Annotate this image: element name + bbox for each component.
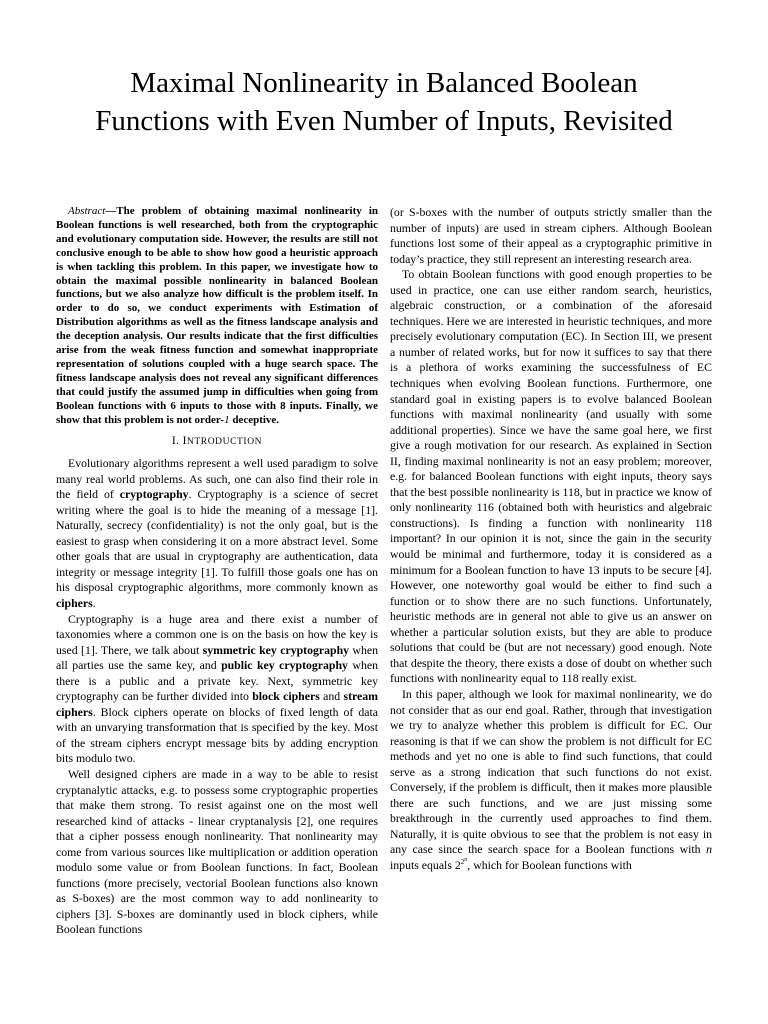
abstract-text: The problem of obtaining maximal nonlinearity in Boolean functions is well researched, both from the cryptographic and evolutionary computation side. However, the results are still not conclusive enough to be able to show how good a heuristic approach is when tackling this problem. In this paper, we investigate how to obtain the maximal possible nonlinearity in balanced Boolean functions, but we also analyze how difficult is the problem itself. In order to do so, we conduct experiments with Estimation of Distribution algorithms as well as the fitness landscape analysis and the deception analysis. Our results indicate that the first difficulties arise from the weak fitness function and somewhat inappropriate representation of solutions coupled with a huge search space. The fitness landscape analysis does not reveal any significant differences that could justify the assumed jump in difficulties when going from Boolean functions with 6 inputs to those with 8 inputs. Finally, we show that this problem is not order- xyxy=(56,205,378,426)
text-run: . xyxy=(92,595,96,610)
abstract-dash: — xyxy=(105,205,117,217)
abstract-label: Abstract xyxy=(68,205,106,217)
term-stream-ciphers: stream ciphers xyxy=(56,689,378,719)
text-run: , which for Boolean functions with xyxy=(467,857,632,872)
title-line-1: Maximal Nonlinearity in Balanced Boolean xyxy=(130,67,638,99)
abstract-text-end: deceptive. xyxy=(229,413,280,426)
term-block-ciphers: block ciphers xyxy=(252,689,320,704)
text-run: and xyxy=(319,689,344,704)
term-public-key-cryptography: public key cryptography xyxy=(221,658,348,673)
text-run: . Block ciphers operate on blocks of fixed length of data with an unvarying transformation that is specified by the key. Most of the stream ciphers encrypt message bits by adding encryption bits modulo two. xyxy=(56,704,378,766)
section-head-rest: NTRODUCTION xyxy=(186,436,263,447)
intro-paragraph-4: To obtain Boolean functions with good enough properties to be used in practice, one can use either random search, heuristics, algebraic construction, or a combination of the aforesaid techniques. Here we are interested in heuristic techniques, and more precisely evolutionary computation (EC). In Section III, we present a number of related works, but for now it suffices to say that there is a plethora of works examining the successfulness of EC techniques when evolving Boolean functions. Furthermore, one standard goal in existing papers is to evolve balanced Boolean functions with maximal nonlinearity (and usually with some additional properties). Since we have the same goal here, we first give a rough motivation for our research. As explained in Section II, finding maximal nonlinearity is not an easy problem; moreover, e.g. for balanced Boolean functions with eight inputs, theory says that the best possible nonlinearity is 118, but in practice we know of only nonlinearity 116 (obtained both with heuristics and algebraic constructions). Is finding a function with nonlinearity 118 important? In our opinion it is not, since the gain in the security would be minimal and furthermore, today it is considered as a minimum for a Boolean function to have 13 inputs to be secure [4]. However, one noteworthy goal would be either to find such a function or to show there are no such functions. Unfortunately, heuristic methods are in general not able to give us an answer on whether a particular solution exists, but they are able to produce solutions that could be (but are not necessary) good enough. Note that despite the theory, there exists a dose of doubt on whether such functions with nonlinearity equal to 118 really exist. xyxy=(390,267,712,686)
text-run: inputs equals xyxy=(390,857,455,872)
math-exp-base: 2 xyxy=(460,857,465,866)
math-search-space xyxy=(455,858,467,872)
left-column xyxy=(56,205,378,938)
text-run: . Cryptography is a science of secret writing where the goal is to hide the meaning of a message [1]. Naturally, secrecy (confidentiality) is not the only goal, but is the easiest to grasp when considering it on a more abstract level. Some other goals that are usual in cryptography are authentication, data integrity or message integrity [1]. To fulfill those goals one has on his disposal cryptographic algorithms, more commonly known as xyxy=(56,487,378,595)
paper-title xyxy=(40,64,728,140)
text-run: Cryptography is a huge area and there exist a number of taxonomies where a common one is on the basis on how the key is used [1]. There, we talk about xyxy=(56,611,378,657)
text-run: when there is a public and a private key. Next, symmetric key cryptography can be further divided into xyxy=(56,658,378,704)
abstract xyxy=(56,205,378,428)
title-line-2: Functions with Even Number of Inputs, Revisited xyxy=(95,105,673,137)
math-base: 2 xyxy=(454,857,461,872)
term-cryptography: cryptography xyxy=(119,487,189,502)
text-run: In this paper, although we look for maximal nonlinearity, we do not consider that as our end goal. Rather, through that investigation we try to analyze whether this problem is difficult for EC. Our reasoning is that if we can show the problem is not difficult for EC methods and yet no one is able to find such functions, that could serve as a strong indication that such functions do not exist. Conversely, if the problem is difficult, then it makes more plausible there are such functions, and we are just missing some breakthrough in the currently used approaches to find them. Naturally, it is quite obvious to see that the problem is not easy in any case since the search space for a Boolean functions with xyxy=(390,686,712,857)
math-exp-n: n xyxy=(464,856,468,863)
section-numeral: I. xyxy=(171,434,180,447)
intro-paragraph-3-continued: (or S-boxes with the number of outputs strictly smaller than the number of inputs) are used in stream ciphers. Although Boolean functions lost some of their appeal as a cryptographic primitive in today’s practice, they still represent an interesting research area. xyxy=(390,205,712,266)
intro-paragraph-5 xyxy=(390,687,712,874)
term-symmetric-key-cryptography: symmetric key cryptography xyxy=(202,642,350,657)
intro-paragraph-1 xyxy=(56,456,378,611)
abstract-order-number: 1 xyxy=(224,413,230,426)
right-column xyxy=(390,205,712,874)
text-run: Evolutionary algorithms represent a well used paradigm to solve many real world problems. As such, one can also find their role in the field of xyxy=(56,456,378,502)
intro-paragraph-3: Well designed ciphers are made in a way to be able to resist cryptanalytic attacks, e.g. to possess some cryptographic properties that make them strong. To resist against one on the most well researched kind of attacks - linear cryptanalysis [2], one requires that a cipher possess enough nonlinearity. That nonlinearity may come from various sources like multiplication or addition operation modulo some value or from Boolean functions. In fact, Boolean functions (more precisely, vectorial Boolean functions also known as S-boxes) are the most common way to add nonlinearity to ciphers [3]. S-boxes are dominantly used in block ciphers, while Boolean functions xyxy=(56,766,378,937)
intro-paragraph-2 xyxy=(56,612,378,767)
text-run: when all parties use the same key, and xyxy=(56,642,378,673)
section-heading-introduction xyxy=(56,434,378,451)
math-n: n xyxy=(706,842,712,857)
term-ciphers: ciphers xyxy=(56,595,93,610)
section-head-first-letter: I xyxy=(182,434,187,447)
